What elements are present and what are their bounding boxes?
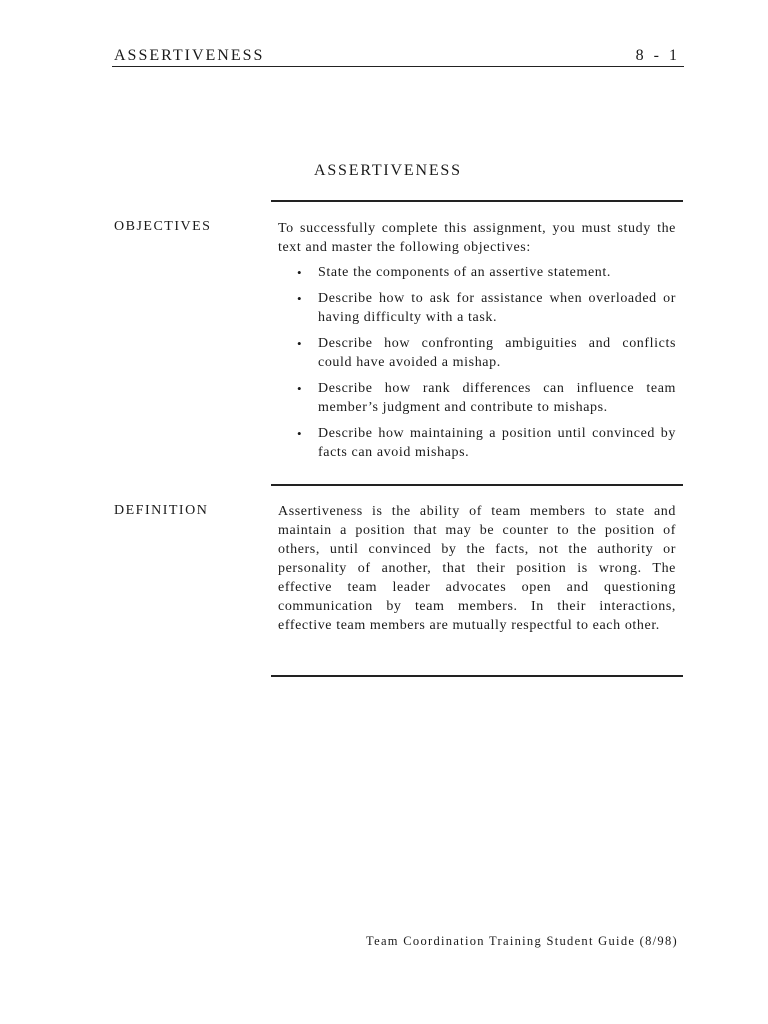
objective-item — [278, 424, 676, 462]
bullet-icon: • — [297, 265, 303, 280]
objective-text: Describe how maintaining a position until convinced by facts can avoid mishaps. — [318, 426, 676, 460]
section-divider-middle — [271, 484, 683, 486]
footer-text: Team Coordination Training Student Guide (8/98) — [366, 934, 678, 948]
running-header — [112, 46, 684, 67]
definition-text: Assertiveness is the ability of team members to state and maintain a position that may be counter to the position of others, until convinced by the facts, not the authority or personality of another, that their position is wrong. The effective team leader advocates open and questioning communication by team members. In their interactions, effective team members are mutually respectful to each other. — [278, 504, 676, 633]
page-number: 8 - 1 — [635, 47, 680, 64]
objective-text: State the components of an assertive statement. — [318, 265, 611, 280]
chapter-title: ASSERTIVENESS — [314, 162, 462, 179]
objective-text: Describe how confronting ambiguities and conflicts could have avoided a mishap. — [318, 336, 676, 370]
section-divider-bottom — [271, 675, 683, 677]
objectives-list — [278, 263, 676, 462]
section-divider-top — [271, 200, 683, 202]
objectives-label: OBJECTIVES — [114, 219, 212, 234]
objective-item — [278, 379, 676, 417]
objective-text: Describe how rank differences can influence team member’s judgment and contribute to mishaps. — [318, 381, 676, 415]
objectives-intro: To successfully complete this assignment, you must study the text and master the following objectives: — [278, 221, 676, 255]
objective-item — [278, 289, 676, 327]
header-title: ASSERTIVENESS — [114, 47, 265, 64]
definition-label: DEFINITION — [114, 503, 209, 518]
objective-item — [278, 263, 676, 282]
bullet-icon: • — [297, 426, 303, 441]
objective-text: Describe how to ask for assistance when overloaded or having difficulty with a task. — [318, 291, 676, 325]
objective-item — [278, 334, 676, 372]
bullet-icon: • — [297, 291, 303, 306]
bullet-icon: • — [297, 336, 303, 351]
objectives-section — [278, 219, 676, 469]
bullet-icon: • — [297, 381, 303, 396]
